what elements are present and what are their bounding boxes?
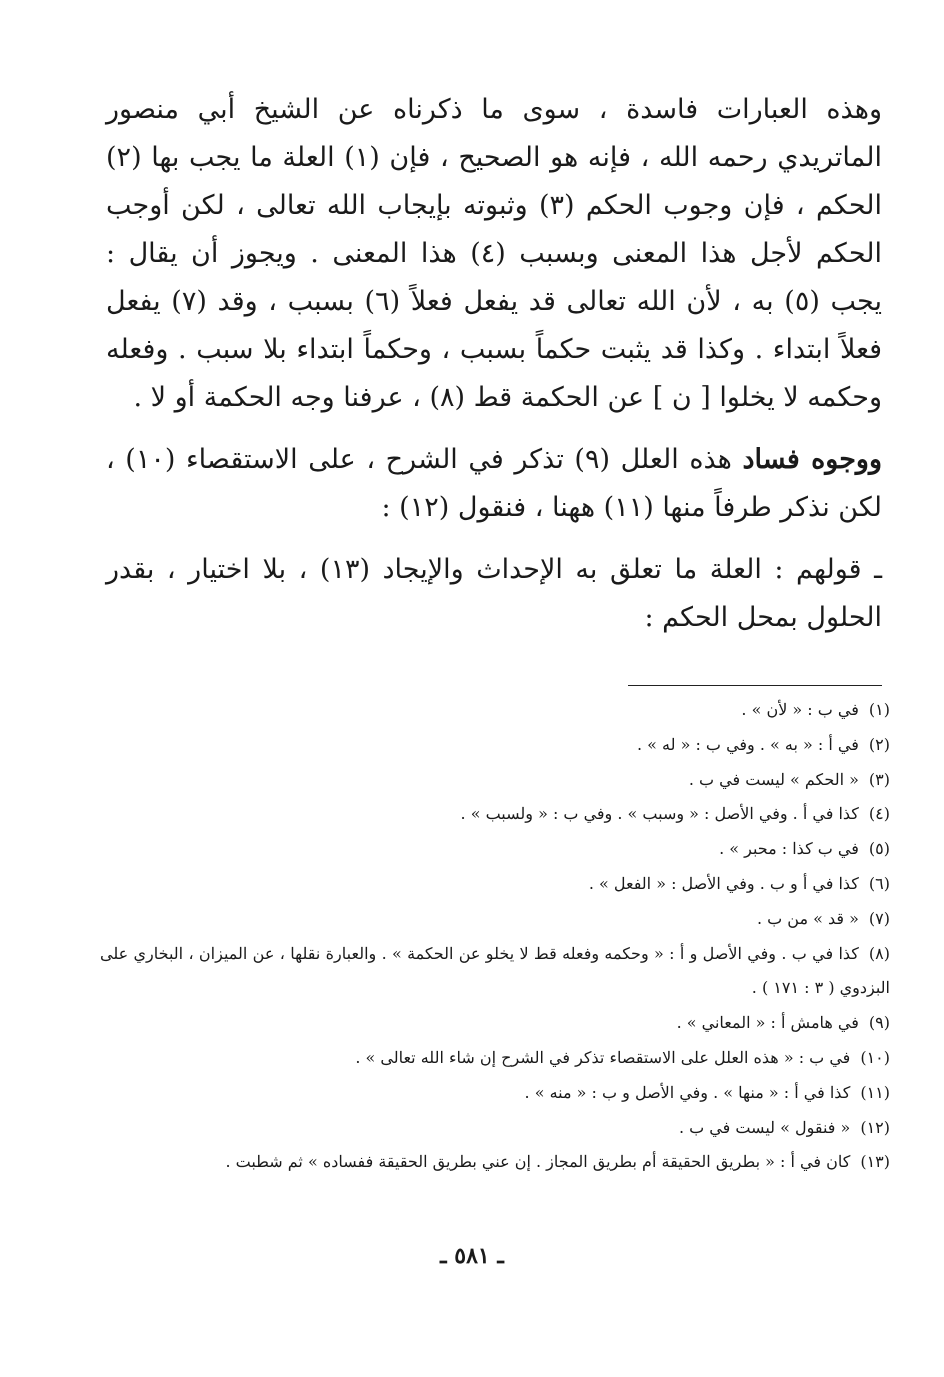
footnote-text: كذا في أ : « منها » . وفي الأصل و ب : « منه » . xyxy=(524,1082,851,1102)
footnote-text: كان في أ : « بطريق الحقيقة أم بطريق المجاز . إن عني بطريق الحقيقة ففساده » ثم شطبت . xyxy=(225,1152,851,1172)
footnote-7 xyxy=(100,902,890,937)
footnote-number: (٢) xyxy=(868,734,890,754)
footnote-9 xyxy=(100,1006,890,1041)
footnote-number: (٧) xyxy=(868,908,890,928)
footnote-10 xyxy=(100,1041,890,1076)
footnote-number: (٥) xyxy=(868,839,890,859)
footnote-number: (١٢) xyxy=(860,1117,890,1137)
footnote-number: (٩) xyxy=(868,1013,890,1033)
footnote-number: (١١) xyxy=(860,1082,890,1102)
paragraph-3 xyxy=(106,546,882,642)
footnote-1 xyxy=(100,693,890,728)
footnote-number: (٣) xyxy=(868,769,890,789)
footnote-5 xyxy=(100,832,890,867)
footnote-text: في هامش أ : « المعاني » . xyxy=(676,1013,859,1033)
footnote-number: (١٠) xyxy=(860,1047,890,1067)
main-text-block xyxy=(106,86,882,642)
footnote-6 xyxy=(100,867,890,902)
footnote-4 xyxy=(100,797,890,832)
footnote-text: « قد » من ب . xyxy=(756,908,859,928)
footnotes-block xyxy=(100,693,890,1180)
paragraph-3-text: ـ قولهم : العلة ما تعلق به الإحداث والإيجاد (١٣) ، بلا اختيار ، بقدر الحلول بمحل الحكم : xyxy=(106,554,883,633)
paragraph-2-text: هذه العلل (٩) تذكر في الشرح ، على الاستقصاء (١٠) ، لكن نذكر طرفاً منها (١١) ههنا ، فنقول (١٢) : xyxy=(106,444,882,523)
footnote-text: « الحكم » ليست في ب . xyxy=(688,769,859,789)
footnote-text: في أ : « به » . وفي ب : « له » . xyxy=(636,734,859,754)
paragraph-2-lead: ووجوه فساد xyxy=(742,444,882,475)
footnote-text: كذا في ب . وفي الأصل و أ : « وحكمه وفعله قط لا يخلو عن الحكمة » . والعبارة نقلها ، عن الميزان ، البخاري على البزدوي ( ٣ : ١٧١ ) . xyxy=(100,943,890,998)
footnote-text: كذا في أ و ب . وفي الأصل : « الفعل » . xyxy=(588,873,859,893)
footnote-number: (٦) xyxy=(868,873,890,893)
footnote-2 xyxy=(100,728,890,763)
page-number: ـ ٥٨١ ـ xyxy=(440,1243,504,1269)
paragraph-2 xyxy=(106,436,882,532)
footnote-11 xyxy=(100,1076,890,1111)
footnote-number: (١٣) xyxy=(860,1152,890,1172)
paragraph-1 xyxy=(106,86,882,422)
footnote-number: (٤) xyxy=(868,804,890,824)
footnote-8 xyxy=(100,937,890,1007)
footnote-number: (١) xyxy=(868,700,890,719)
footnote-number: (٨) xyxy=(868,943,890,963)
footnote-12 xyxy=(100,1111,890,1146)
footnote-3 xyxy=(100,763,890,798)
footnote-text: كذا في أ . وفي الأصل : « وسبب » . وفي ب : « ولسبب » . xyxy=(460,804,859,824)
footnote-text: في ب : « لأن » . xyxy=(741,700,859,719)
footnote-separator-rule xyxy=(628,685,882,686)
footnote-text: في ب كذا : محبر » . xyxy=(719,839,859,859)
paragraph-1-text: وهذه العبارات فاسدة ، سوى ما ذكرناه عن الشيخ أبي منصور الماتريدي رحمه الله ، فإنه هو الصحيح ، فإن (١) العلة ما يجب بها (٢) الحكم ، فإن وجوب الحكم (٣) وثبوته بإيجاب الله تعالى ، لكن أوجب الحكم لأجل هذا المعنى وبسبب (٤) هذا المعنى . ويجوز أن يقال : يجب (٥) به ، لأن الله تعالى قد يفعل فعلاً (٦) بسبب ، وقد (٧) يفعل فعلاً ابتداء . وكذا قد يثبت حكماً بسبب ، وحكماً ابتداء بلا سبب . وفعله وحكمه لا يخلوا [ ن ] عن الحكمة قط (٨) ، عرفنا وجه الحكمة أو لا . xyxy=(106,94,882,413)
footnote-text: في ب : « هذه العلل على الاستقصاء تذكر في الشرح إن شاء الله تعالى » . xyxy=(355,1047,851,1067)
footnote-text: « فنقول » ليست في ب . xyxy=(678,1117,851,1137)
footnote-13 xyxy=(100,1145,890,1180)
